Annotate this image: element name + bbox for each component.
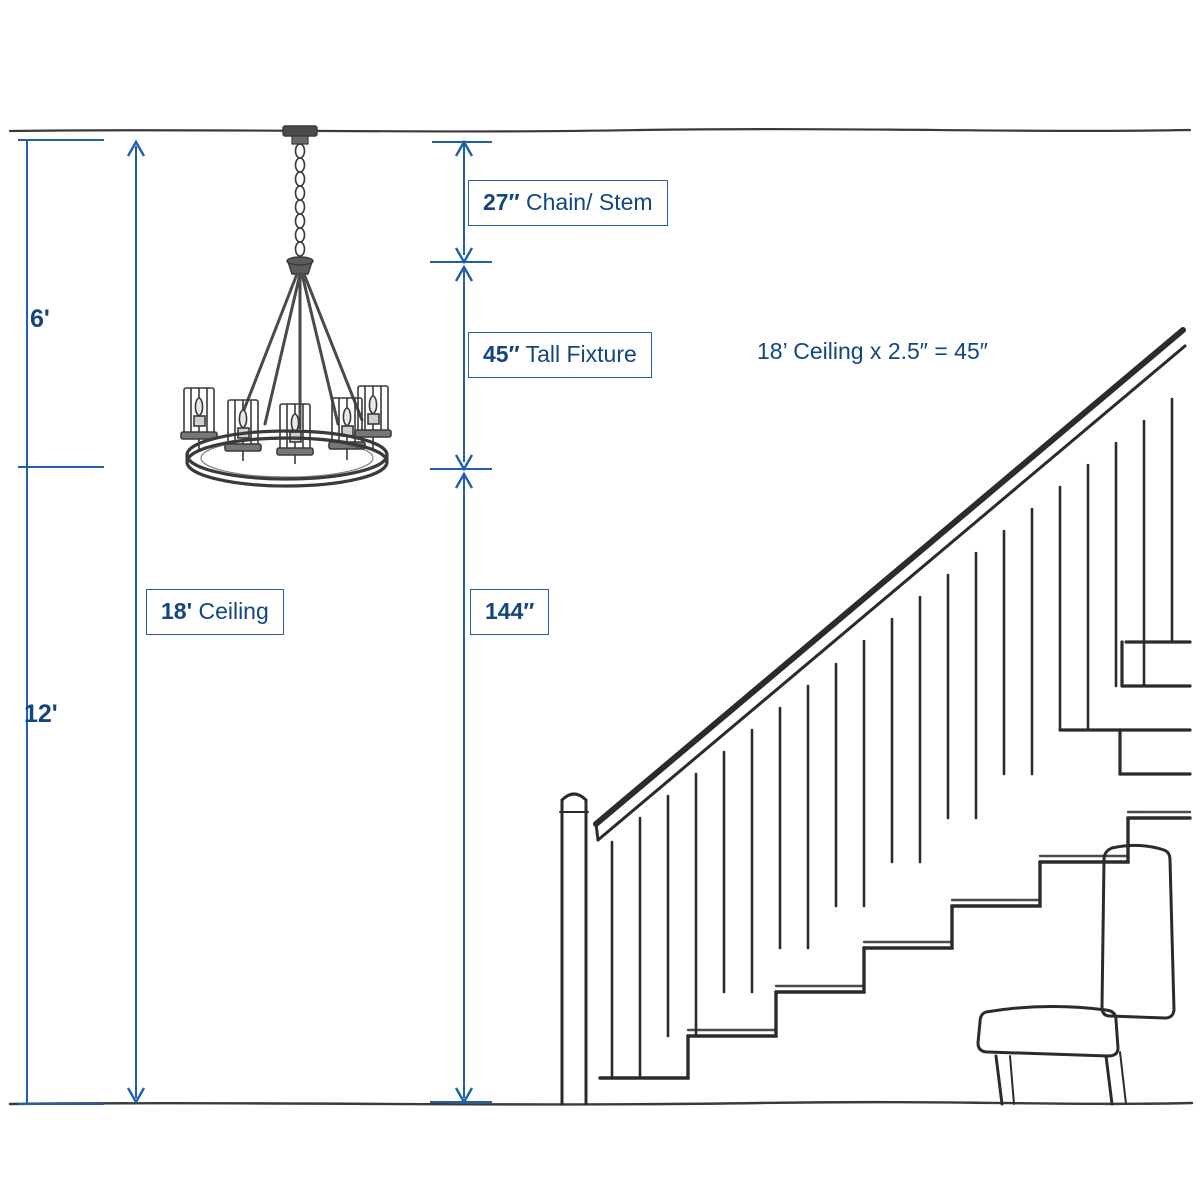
left-scale-axis — [18, 140, 104, 1104]
label-ceiling-height-text: Ceiling — [192, 598, 269, 624]
label-chain-stem — [468, 180, 668, 226]
scale-label-lower: 12' — [24, 700, 58, 728]
label-chain-stem-text: Chain/ Stem — [519, 189, 653, 215]
label-drop-height — [470, 589, 549, 635]
ceiling-line — [10, 129, 1190, 131]
chair-sketch — [978, 845, 1174, 1104]
label-chain-stem-value: 27″ — [483, 189, 520, 215]
chandelier-fixture — [181, 126, 391, 486]
scale-label-upper: 6' — [30, 305, 50, 333]
formula-text: 18’ Ceiling x 2.5″ = 45″ — [757, 338, 988, 364]
label-tall-fixture — [468, 332, 652, 378]
label-tall-fixture-value: 45″ — [483, 341, 520, 367]
label-ceiling-height — [146, 589, 284, 635]
label-drop-height-value: 144″ — [485, 598, 535, 624]
label-ceiling-height-value: 18' — [161, 598, 193, 624]
label-tall-fixture-text: Tall Fixture — [519, 341, 637, 367]
ceiling-height-dimension — [128, 142, 144, 1102]
staircase-sketch — [560, 330, 1190, 1104]
